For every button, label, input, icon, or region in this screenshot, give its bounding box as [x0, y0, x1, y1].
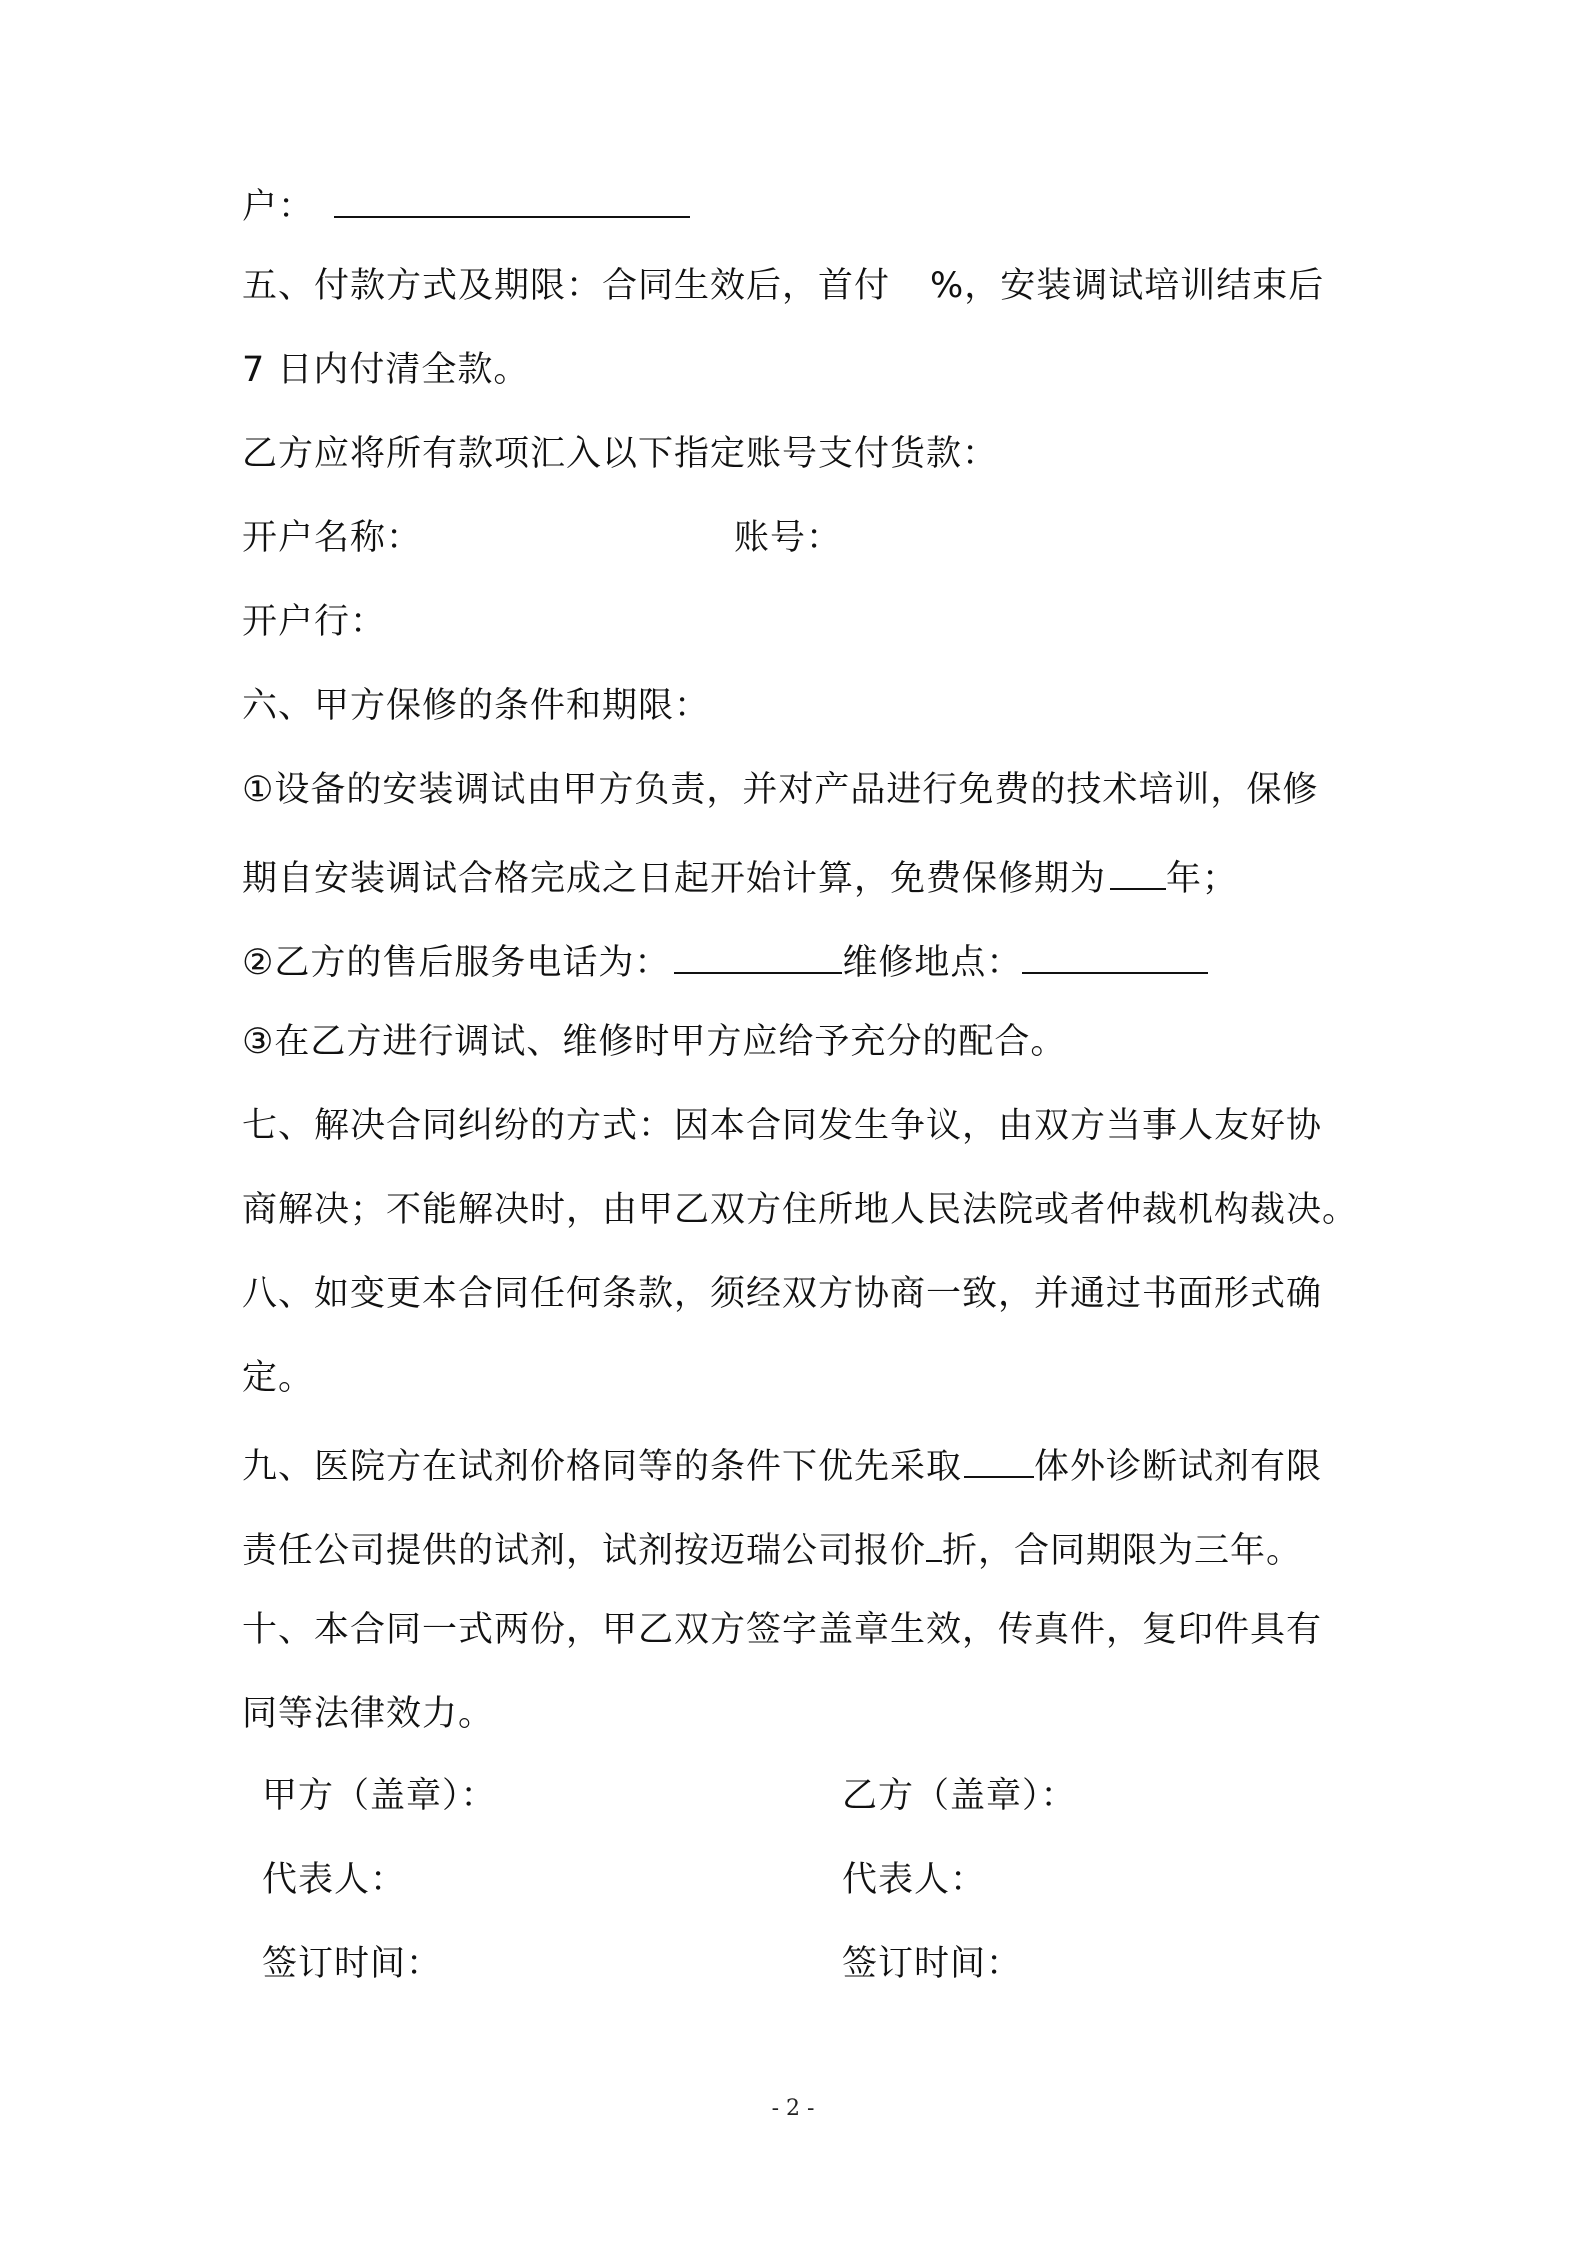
bank-line: 开户行：: [242, 602, 387, 642]
repair-location-blank: [1022, 936, 1208, 974]
service-phone-label: ②乙方的售后服务电话为：: [242, 943, 671, 983]
clause-9-text-a: 九、医院方在试剂价格同等的条件下优先采取: [242, 1447, 963, 1487]
clause-6-heading: 六、甲方保修的条件和期限：: [242, 686, 711, 726]
warranty-years-unit: 年；: [1166, 859, 1239, 899]
clause-5-text-b: %，安装调试培训结束后: [930, 266, 1325, 306]
clause-7-line-1: 七、解决合同纠纷的方式：因本合同发生争议，由双方当事人友好协: [242, 1106, 1323, 1146]
party-b-stamp-label: 乙方（盖章）：: [842, 1776, 1077, 1816]
clause-7-line-2: 商解决；不能解决时，由甲乙双方住所地人民法院或者仲裁机构裁决。: [242, 1190, 1359, 1230]
discount-blank: [926, 1524, 942, 1562]
party-b-date-label: 签订时间：: [842, 1944, 1023, 1984]
party-a-rep-label: 代表人：: [262, 1860, 407, 1900]
company-name-blank: [964, 1440, 1034, 1478]
clause-5-line-1: [242, 264, 1324, 308]
party-b-rep-label: 代表人：: [842, 1860, 987, 1900]
party-a-signature-block: [262, 1774, 497, 2026]
clause-6-item-3: ③在乙方进行调试、维修时甲方应给予充分的配合。: [242, 1022, 1067, 1062]
clause-6-item-1-line-2: [242, 852, 1238, 901]
clause-9-text-b: 体外诊断试剂有限: [1034, 1447, 1323, 1487]
clause-6-item-2: [242, 936, 1208, 985]
party-b-signature-block: [842, 1774, 1077, 2026]
account-label: 户：: [242, 187, 315, 227]
page-number: - 2 -: [771, 2096, 815, 2121]
party-a-date-label: 签订时间：: [262, 1944, 443, 1984]
clause-9-line-2: [242, 1524, 1302, 1573]
warranty-years-blank: [1110, 852, 1166, 890]
payment-account-intro: 乙方应将所有款项汇入以下指定账号支付货款：: [242, 434, 999, 474]
clause-5-line-2: 7 日内付清全款。: [242, 350, 530, 390]
clause-6-item-1-line-1: ①设备的安装调试由甲方负责，并对产品进行免费的技术培训，保修: [242, 770, 1319, 810]
account-blank: [334, 180, 690, 218]
clause-9-text-d: 折，合同期限为三年。: [942, 1531, 1303, 1571]
account-name-label: 开户名称：: [242, 518, 423, 558]
clause-9-text-c: 责任公司提供的试剂，试剂按迈瑞公司报价: [242, 1531, 927, 1571]
clause-10-line-2: 同等法律效力。: [242, 1694, 495, 1734]
account-name-line: [242, 516, 842, 560]
clause-8-line-2: 定。: [242, 1358, 315, 1398]
clause-9-line-1: [242, 1440, 1322, 1489]
party-a-stamp-label: 甲方（盖章）：: [262, 1776, 497, 1816]
warranty-text: 期自安装调试合格完成之日起开始计算，免费保修期为: [242, 859, 1107, 899]
clause-8-line-1: 八、如变更本合同任何条款，须经双方协商一致，并通过书面形式确: [242, 1274, 1323, 1314]
service-phone-blank: [674, 936, 842, 974]
repair-location-label: 维修地点：: [842, 943, 1023, 983]
account-number-label: 账号：: [734, 518, 843, 558]
clause-10-line-1: 十、本合同一式两份，甲乙双方签字盖章生效，传真件，复印件具有: [242, 1610, 1323, 1650]
account-line: [242, 180, 690, 229]
clause-5-text-a: 五、付款方式及期限：合同生效后，首付: [242, 266, 891, 306]
